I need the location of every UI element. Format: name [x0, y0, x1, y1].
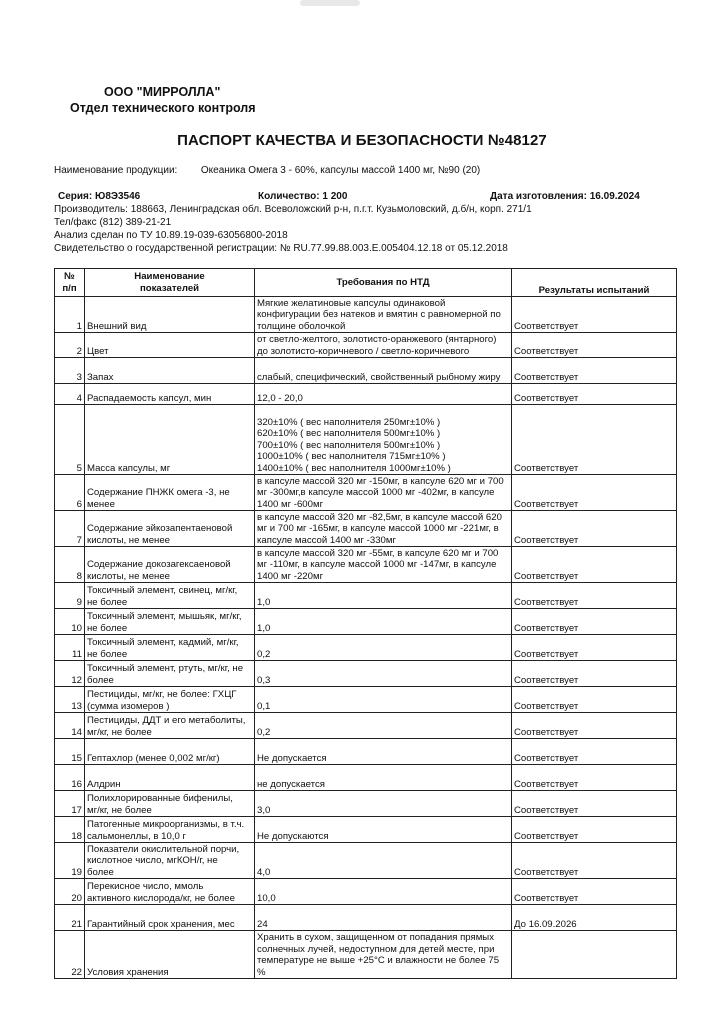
indicator-cell: Алдрин — [85, 765, 255, 791]
quality-table — [54, 268, 677, 979]
indicator-cell: Токсичный элемент, кадмий, мг/кг, не более — [85, 635, 255, 661]
quantity-label: Количество: — [258, 191, 320, 202]
manufacture-date-value: 16.09.2024 — [589, 191, 640, 202]
requirement-cell: в капсуле массой 320 мг -55мг, в капсуле 620 мг и 700 мг -110мг, в капсуле массой 1000 мг -147мг, в капсуле 1400 мг -220мг — [255, 547, 512, 583]
row-number: 19 — [55, 843, 85, 879]
row-number: 3 — [55, 358, 85, 384]
result-cell: Соответствует — [512, 635, 677, 661]
requirement-cell: 12,0 - 20,0 — [255, 384, 512, 405]
requirement-cell: Мягкие желатиновые капсулы одинаковой конфигурации без натеков и вмятин с равномерной по толщине оболочкой — [255, 297, 512, 333]
company-name: ООО "МИРРОЛЛА" — [104, 85, 221, 99]
indicator-cell: Патогенные микроорганизмы, в т.ч. сальмонеллы, в 10,0 г — [85, 817, 255, 843]
result-cell: Соответствует — [512, 405, 677, 475]
requirement-cell: 1,0 — [255, 583, 512, 609]
manufacture-date-label: Дата изготовления: — [490, 191, 587, 202]
indicator-cell: Пестициды, ДДТ и его метаболиты, мг/кг, не более — [85, 713, 255, 739]
indicator-cell: Показатели окислительной порчи, кислотное число, мгКОН/г, не более — [85, 843, 255, 879]
result-cell: Соответствует — [512, 713, 677, 739]
requirement-cell: в капсуле массой 320 мг -150мг, в капсуле 620 мг и 700 мг -300мг,в капсуле массой 1000 мг -402мг, в капсуле 1400 мг -600мг — [255, 475, 512, 511]
result-cell: Соответствует — [512, 765, 677, 791]
requirement-cell: 0,2 — [255, 635, 512, 661]
table-row — [55, 765, 677, 791]
series-value: Ю8Э3546 — [95, 191, 141, 202]
requirement-cell: Не допускаются — [255, 817, 512, 843]
header-results: Результаты испытаний — [512, 269, 677, 297]
row-number: 16 — [55, 765, 85, 791]
row-number: 14 — [55, 713, 85, 739]
row-number: 8 — [55, 547, 85, 583]
certificate-line: Свидетельство о государственной регистрации: № RU.77.99.88.003.Е.005404.12.18 от 05.12.2018 — [54, 243, 508, 254]
table-row — [55, 609, 677, 635]
indicator-cell: Внешний вид — [85, 297, 255, 333]
result-cell: Соответствует — [512, 333, 677, 358]
row-number: 21 — [55, 905, 85, 931]
row-number: 11 — [55, 635, 85, 661]
table-row — [55, 905, 677, 931]
indicator-cell: Пестициды, мг/кг, не более: ГХЦГ (сумма изомеров ) — [85, 687, 255, 713]
row-number: 9 — [55, 583, 85, 609]
requirement-cell: 0,1 — [255, 687, 512, 713]
indicator-cell: Содержание эйкозапентаеновой кислоты, не менее — [85, 511, 255, 547]
quality-table-body — [55, 297, 677, 979]
document-title: ПАСПОРТ КАЧЕСТВА И БЕЗОПАСНОСТИ №48127 — [177, 132, 547, 149]
row-number: 12 — [55, 661, 85, 687]
table-row — [55, 547, 677, 583]
row-number: 13 — [55, 687, 85, 713]
requirement-cell: слабый, специфический, свойственный рыбному жиру — [255, 358, 512, 384]
result-cell: Соответствует — [512, 384, 677, 405]
requirement-cell: в капсуле массой 320 мг -82,5мг, в капсуле массой 620 мг и 700 мг -165мг, в капсуле массой 1000 мг -221мг, в капсуле массой 1400 мг -330мг — [255, 511, 512, 547]
row-number: 7 — [55, 511, 85, 547]
table-row — [55, 713, 677, 739]
indicator-cell: Цвет — [85, 333, 255, 358]
result-cell: Соответствует — [512, 358, 677, 384]
row-number: 15 — [55, 739, 85, 765]
result-cell: Соответствует — [512, 817, 677, 843]
requirement-cell: Хранить в сухом, защищенном от попадания прямых солнечных лучей, недоступном для детей месте, при температуре не выше +25°С и влажности не более 75 % — [255, 931, 512, 979]
table-row — [55, 583, 677, 609]
indicator-cell: Токсичный элемент, свинец, мг/кг, не более — [85, 583, 255, 609]
result-cell: Соответствует — [512, 547, 677, 583]
indicator-cell: Условия хранения — [85, 931, 255, 979]
table-row — [55, 739, 677, 765]
scan-artifact — [300, 0, 360, 6]
product-name-label: Наименование продукции: — [54, 165, 178, 176]
requirement-cell: Не допускается — [255, 739, 512, 765]
indicator-cell: Токсичный элемент, мышьяк, мг/кг, не более — [85, 609, 255, 635]
row-number: 4 — [55, 384, 85, 405]
indicator-cell: Масса капсулы, мг — [85, 405, 255, 475]
indicator-cell: Содержание докозагексаеновой кислоты, не менее — [85, 547, 255, 583]
requirement-cell: 320±10% ( вес наполнителя 250мг±10% ) 620±10% ( вес наполнителя 500мг±10% ) 700±10% ( вес наполнителя 500мг±10% ) 1000±10% ( вес наполнителя 715мг±10% ) 1400±10% ( вес наполнителя 1000мг±10% ) — [255, 405, 512, 475]
row-number: 2 — [55, 333, 85, 358]
requirement-cell: 3,0 — [255, 791, 512, 817]
table-row — [55, 384, 677, 405]
header-requirements: Требования по НТД — [255, 269, 512, 297]
result-cell: Соответствует — [512, 843, 677, 879]
row-number: 22 — [55, 931, 85, 979]
indicator-cell: Содержание ПНЖК омега -3, не менее — [85, 475, 255, 511]
table-row — [55, 817, 677, 843]
table-row — [55, 475, 677, 511]
table-row — [55, 687, 677, 713]
requirement-cell: от светло-желтого, золотисто-оранжевого (янтарного) до золотисто-коричневого / светло-коричневого — [255, 333, 512, 358]
manufacturer-line: Производитель: 188663, Ленинградская обл. Всеволожский р-н, п.г.т. Кузьмоловский, д.б/н, корп. 271/1 — [54, 204, 532, 215]
result-cell: Соответствует — [512, 583, 677, 609]
table-row — [55, 405, 677, 475]
product-name-value: Океаника Омега 3 - 60%, капсулы массой 1400 мг, №90 (20) — [200, 165, 481, 176]
result-cell: Соответствует — [512, 739, 677, 765]
table-row — [55, 511, 677, 547]
indicator-cell: Гептахлор (менее 0,002 мг/кг) — [85, 739, 255, 765]
indicator-cell: Распадаемость капсул, мин — [85, 384, 255, 405]
result-cell: Соответствует — [512, 609, 677, 635]
quantity-value: 1 200 — [322, 191, 348, 202]
date-row — [490, 191, 640, 203]
row-number: 1 — [55, 297, 85, 333]
table-row — [55, 635, 677, 661]
requirement-cell: не допускается — [255, 765, 512, 791]
requirement-cell: 0,3 — [255, 661, 512, 687]
quality-table-header — [55, 269, 677, 297]
indicator-cell: Перекисное число, ммоль активного кислорода/кг, не более — [85, 879, 255, 905]
row-number: 20 — [55, 879, 85, 905]
indicator-cell: Полихлорированные бифенилы, мг/кг, не более — [85, 791, 255, 817]
row-number: 18 — [55, 817, 85, 843]
requirement-cell: 4,0 — [255, 843, 512, 879]
result-cell: Соответствует — [512, 511, 677, 547]
table-row — [55, 843, 677, 879]
indicator-cell: Запах — [85, 358, 255, 384]
result-cell: Соответствует — [512, 661, 677, 687]
table-row — [55, 333, 677, 358]
requirement-cell: 10,0 — [255, 879, 512, 905]
table-row — [55, 297, 677, 333]
row-number: 10 — [55, 609, 85, 635]
result-cell: Соответствует — [512, 791, 677, 817]
result-cell — [512, 931, 677, 979]
result-cell: Соответствует — [512, 297, 677, 333]
result-cell: Соответствует — [512, 687, 677, 713]
product-name-row — [54, 165, 480, 177]
result-cell: Соответствует — [512, 879, 677, 905]
table-row — [55, 358, 677, 384]
table-row — [55, 931, 677, 979]
department-name: Отдел технического контроля — [70, 101, 256, 115]
table-row — [55, 661, 677, 687]
requirement-cell: 0,2 — [255, 713, 512, 739]
result-cell: До 16.09.2026 — [512, 905, 677, 931]
result-cell: Соответствует — [512, 475, 677, 511]
table-row — [55, 879, 677, 905]
row-number: 6 — [55, 475, 85, 511]
quantity-row — [258, 191, 347, 203]
table-row — [55, 791, 677, 817]
requirement-cell: 24 — [255, 905, 512, 931]
indicator-cell: Гарантийный срок хранения, мес — [85, 905, 255, 931]
row-number: 17 — [55, 791, 85, 817]
analysis-line: Анализ сделан по ТУ 10.89.19-039-63056800-2018 — [54, 230, 288, 241]
indicator-cell: Токсичный элемент, ртуть, мг/кг, не более — [85, 661, 255, 687]
row-number: 5 — [55, 405, 85, 475]
series-label: Серия: — [58, 191, 93, 202]
phone-line: Тел/факс (812) 389-21-21 — [54, 217, 172, 228]
header-indicator: Наименование показателей — [85, 269, 255, 297]
requirement-cell: 1,0 — [255, 609, 512, 635]
header-number: № п/п — [55, 269, 85, 297]
series-row — [58, 191, 140, 203]
